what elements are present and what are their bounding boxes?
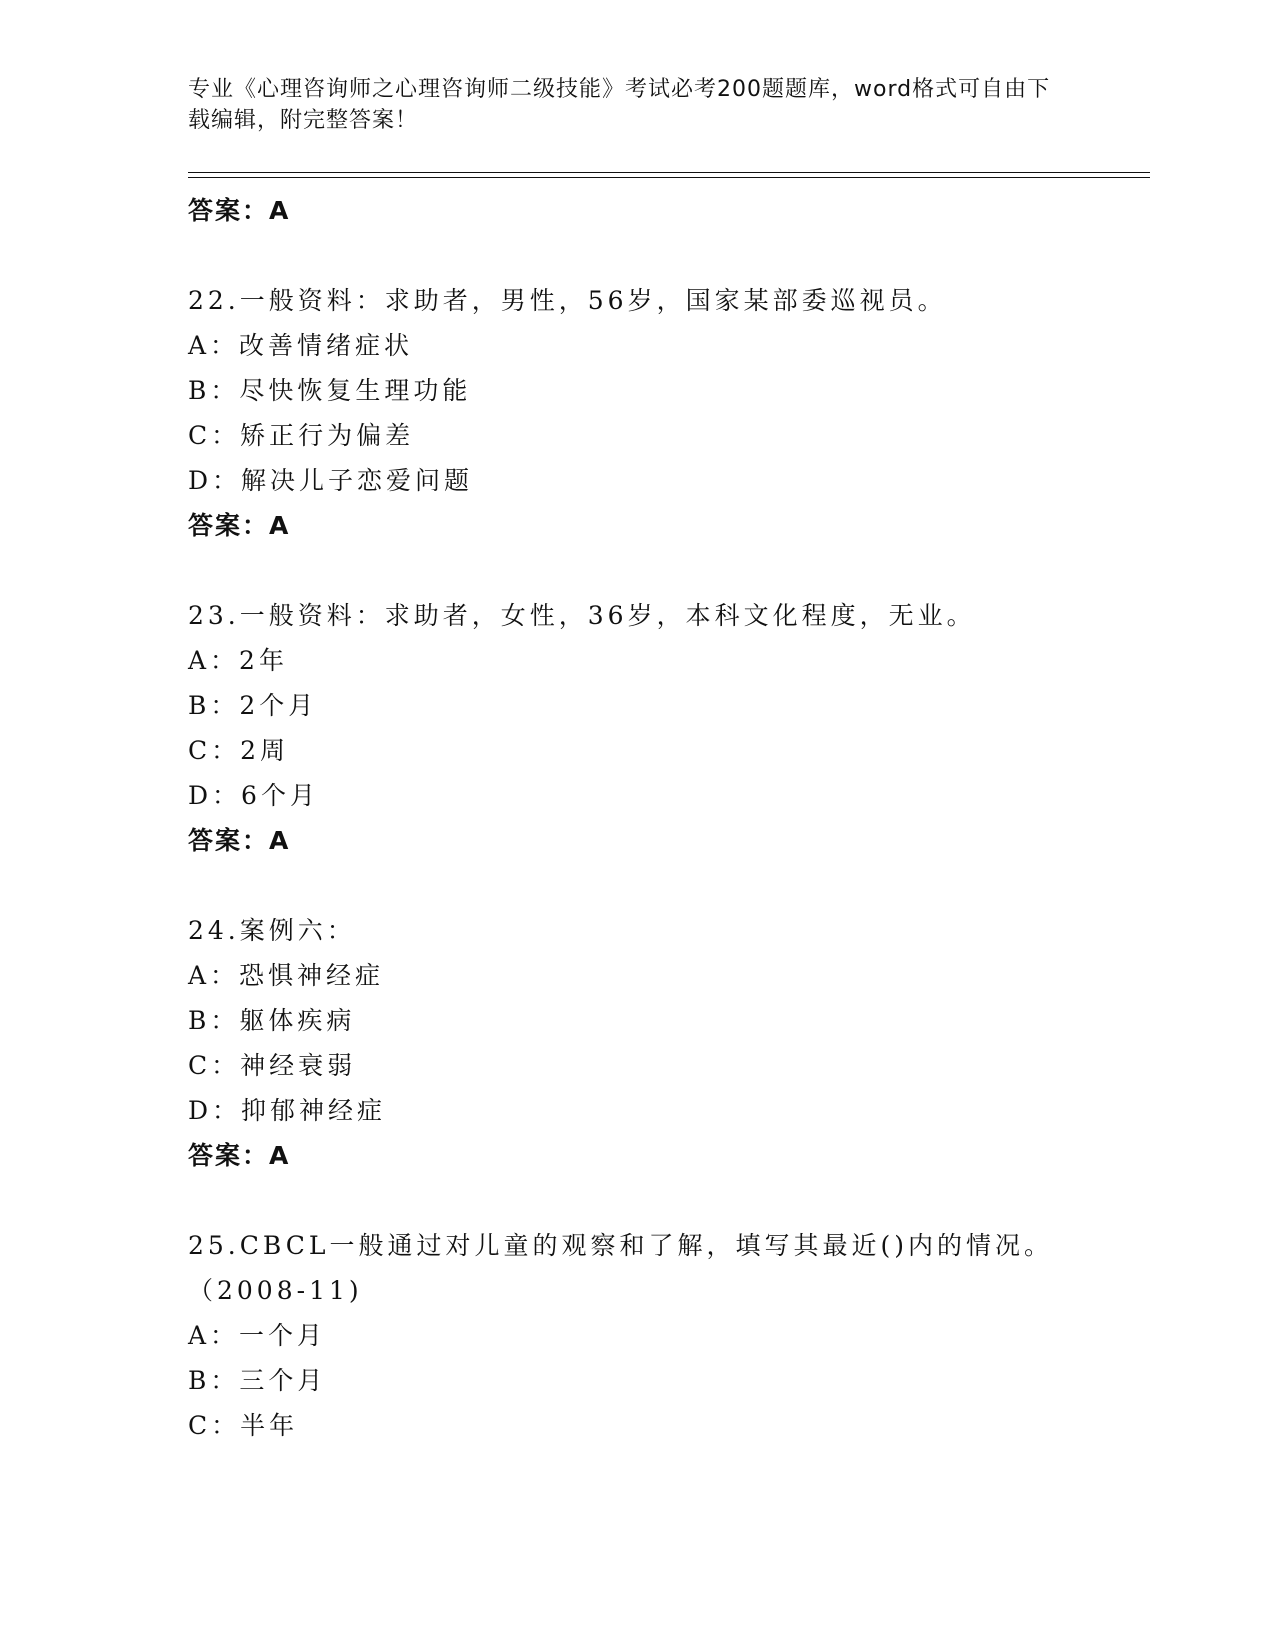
option-b: B：躯体疾病 — [188, 1006, 356, 1035]
option-b: B：尽快恢复生理功能 — [188, 376, 472, 405]
option-b: B：三个月 — [188, 1366, 327, 1395]
header-rule-top — [188, 172, 1150, 173]
answer-line: 答案：A — [188, 1141, 291, 1170]
question-block — [188, 908, 1088, 1178]
answer-line: 答案：A — [188, 511, 291, 540]
question-block — [188, 1223, 1088, 1448]
option-c: C：半年 — [188, 1411, 299, 1440]
question-stem: 22.一般资料：求助者，男性，56岁，国家某部委巡视员。 — [188, 286, 947, 315]
question-block — [188, 278, 1088, 548]
question-block — [188, 593, 1088, 863]
option-a: A：2年 — [188, 646, 288, 675]
question-stem: 23.一般资料：求助者，女性，36岁，本科文化程度，无业。 — [188, 601, 976, 630]
option-c: C：2周 — [188, 736, 290, 765]
option-a: A：改善情绪症状 — [188, 331, 414, 360]
answer-line: 答案：A — [188, 826, 291, 855]
option-b: B：2个月 — [188, 691, 318, 720]
option-a: A：恐惧神经症 — [188, 961, 385, 990]
option-c: C：神经衰弱 — [188, 1051, 357, 1080]
option-d: D：6个月 — [188, 781, 319, 810]
question-stem: 24.案例六： — [188, 916, 356, 945]
option-d: D：解决儿子恋爱问题 — [188, 466, 474, 495]
header-rule-bottom — [188, 177, 1150, 178]
answer-line: 答案：A — [188, 196, 291, 225]
option-a: A：一个月 — [188, 1321, 327, 1350]
document-header: 专业《心理咨询师之心理咨询师二级技能》考试必考200题题库，word格式可自由下载编辑，附完整答案！ — [188, 77, 1051, 133]
question-list — [188, 188, 1088, 1448]
option-d: D：抑郁神经症 — [188, 1096, 387, 1125]
option-c: C：矫正行为偏差 — [188, 421, 415, 450]
question-stem: 25.CBCL一般通过对儿童的观察和了解，填写其最近()内的情况。（2008-11) — [188, 1231, 1053, 1305]
